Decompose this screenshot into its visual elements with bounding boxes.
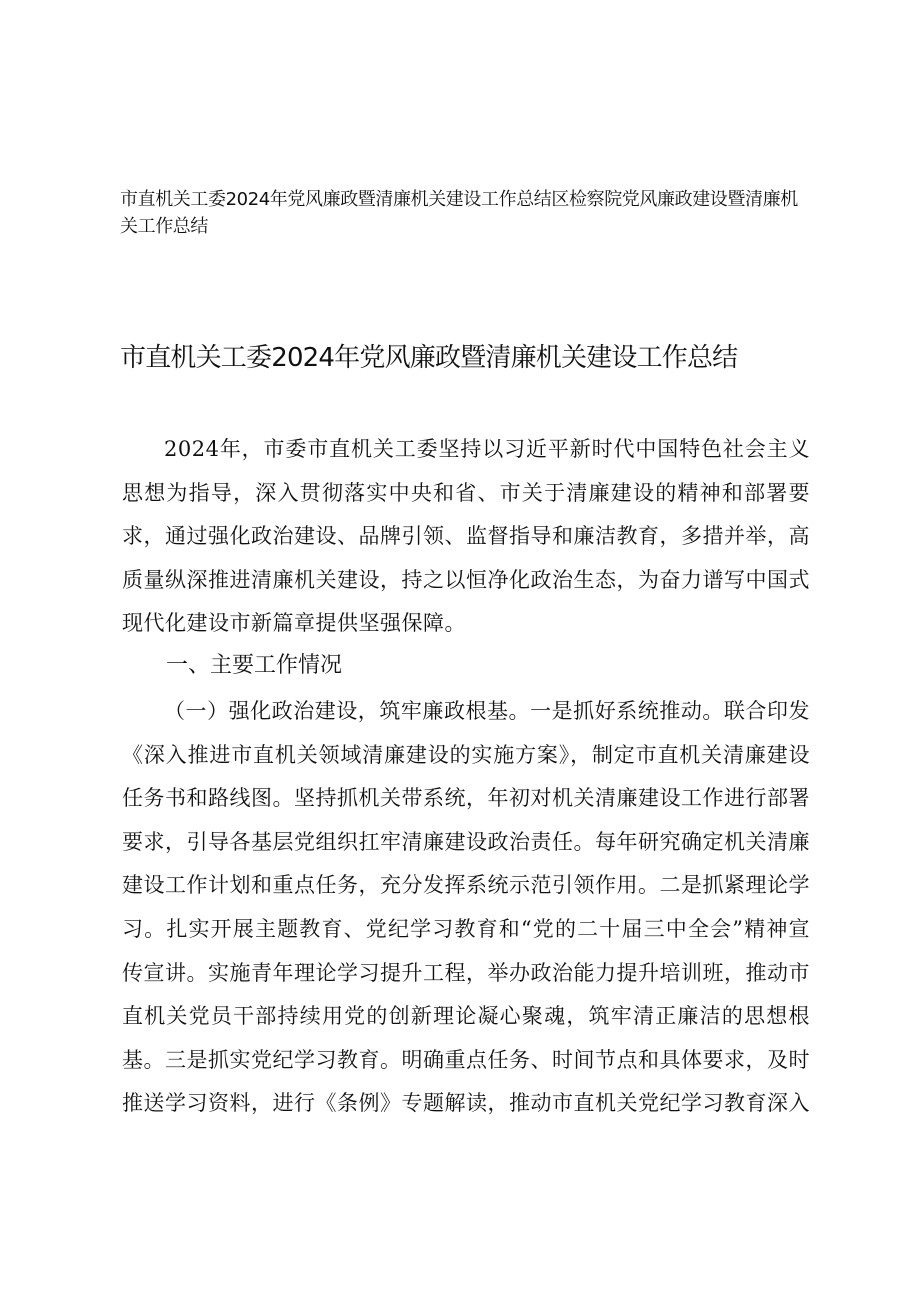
- subsection-paragraph: （一）强化政治建设，筑牢廉政根基。一是抓好系统推动。联合印发《深入推进市直机关领域清廉建设的实施方案》，制定市直机关清廉建设任务书和路线图。坚持抓机关带系统，年初对机关清廉建设工作进行部署要求，引导各基层党组织扛牢清廉建设政治责任。每年研究确定机关清廉建设工作计划和重点任务，充分发挥系统示范引领作用。二是抓紧理论学习。扎实开展主题教育、党纪学习教育和“党的二十届三中全会”精神宣传宣讲。实施青年理论学习提升工程，举办政治能力提升培训班，推动市直机关党员干部持续用党的创新理论凝心聚魂，筑牢清正廉洁的思想根基。三是抓实党纪学习教育。明确重点任务、时间节点和具体要求，及时推送学习资料，进行《条例》专题解读，推动市直机关党纪学习教育深入: [122, 699, 810, 1116]
- section-heading: 一、主要工作情况: [166, 653, 343, 678]
- document-main-title: 市直机关工委2024年党风廉政暨清廉机关建设工作总结: [120, 343, 738, 373]
- intro-paragraph: 2024年，市委市直机关工委坚持以习近平新时代中国特色社会主义思想为指导，深入贯彻落实中央和省、市关于清廉建设的精神和部署要求，通过强化政治建设、品牌引领、监督指导和廉洁教育，多措并举，高质量纵深推进清廉机关建设，持之以恒净化政治生态，为奋力谱写中国式现代化建设市新篇章提供坚强保障。: [122, 437, 810, 636]
- document-header-title: 市直机关工委2024年党风廉政暨清廉机关建设工作总结区检察院党风廉政建设暨清廉机关工作总结: [120, 189, 798, 237]
